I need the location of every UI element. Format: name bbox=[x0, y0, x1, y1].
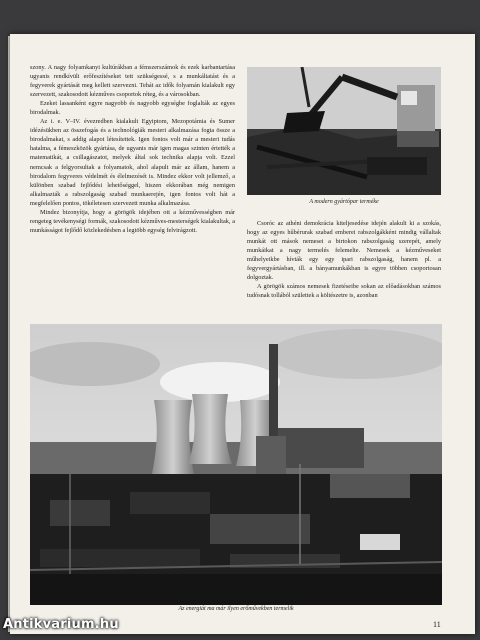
paragraph: szony. A nagy folyamkanyi kultúrákban a fémszerszámok és ezek karbantartása ugyanis rendkívüli erőfeszítéseket tett szükségessé, s a munkáltatást és a fegyverek gyártását meg kellett szervezni. Tehát az idők folyamán kialakult egy szervezett, szakosodott kézműves csoportok réteg, és a városokban. bbox=[30, 64, 235, 99]
paragraph: Csoróc az athéni demokrácia kiteljesedése idején alakult ki a szokás, hogy az egyes hűbérurak szabad emberei rabszolgákként mindig vállaltak munkát ott mások nemesei a birtokon rabszolgaság szerepét, amely munkáikat a nagy termelés felemelte. Nemesek a kézműveseket műhelyeikbe hívták egy egy ipari rabszolgaság, hanem pl. a fegyvergyártásban, ill. a bányamunkákban is egyre többen csoportosan dolgoztak. bbox=[247, 220, 441, 282]
paragraph: A görögök számos nemesek fizetéseibe sokan az előadásokban számos tudósnak tollából születtek a költészetre is, azonban bbox=[247, 283, 441, 300]
paragraph: Az i. e. V–IV. évezredben kialakult Egyiptom, Mezopotámia és Sumer idézésükben az összefogás és a technológiák mesteri alkalmazása fogta össze a birodalmakat, s addig alapot létesítettek. Igen fontos volt már a mesteri tudás hatalma, a fémeszközök gyártása, de ugyanis már igen magas szinten értették a matematikát, a csillagászatot, melyek által sok technika alapja volt. Ezzel nemcsak a felgyorsultak a folyamatok, ahol alapult már az állam, hanem a birodalom fegyveres védelmét és élelmezését is. Mindez ekkor volt jellemző, a különben szabad fejlődési lehetőséggel, hiszen ekkorában még nemigen alkalmazták a rabszolgaság szabad munkaerején, igen fontos volt hát a megfelelően pontos, tökéletesen szervezett munka alkalmazása. bbox=[30, 118, 235, 207]
page-number: 11 bbox=[433, 620, 441, 629]
power-plant-illustration bbox=[30, 324, 442, 605]
left-text-column bbox=[30, 63, 235, 235]
power-plant-photo bbox=[30, 324, 442, 605]
top-photo-caption: A modern gyártópar terméke bbox=[309, 199, 379, 205]
excavator-illustration bbox=[247, 67, 441, 195]
excavator-photo bbox=[247, 67, 441, 195]
right-text-column bbox=[247, 219, 441, 300]
main-photo-caption: Az energiát ma már ilyen erőművekben termelik bbox=[178, 606, 294, 612]
paragraph: Mindez bizonyítja, hogy a görögök idejében ott a kézművességben már rengeteg tevékenységi formák, szakosodott kézműves-mesterségek kialakultak, a munkásságot fejlődő közlekedésben a legtöbb egység felvirágzott. bbox=[30, 208, 235, 234]
paragraph: Ezeket lassanként egyre nagyobb és nagyobb egységbe foglalták az egyes birodalmak. bbox=[30, 100, 235, 117]
watermark-logo: Antikvarium.hu bbox=[3, 617, 119, 632]
